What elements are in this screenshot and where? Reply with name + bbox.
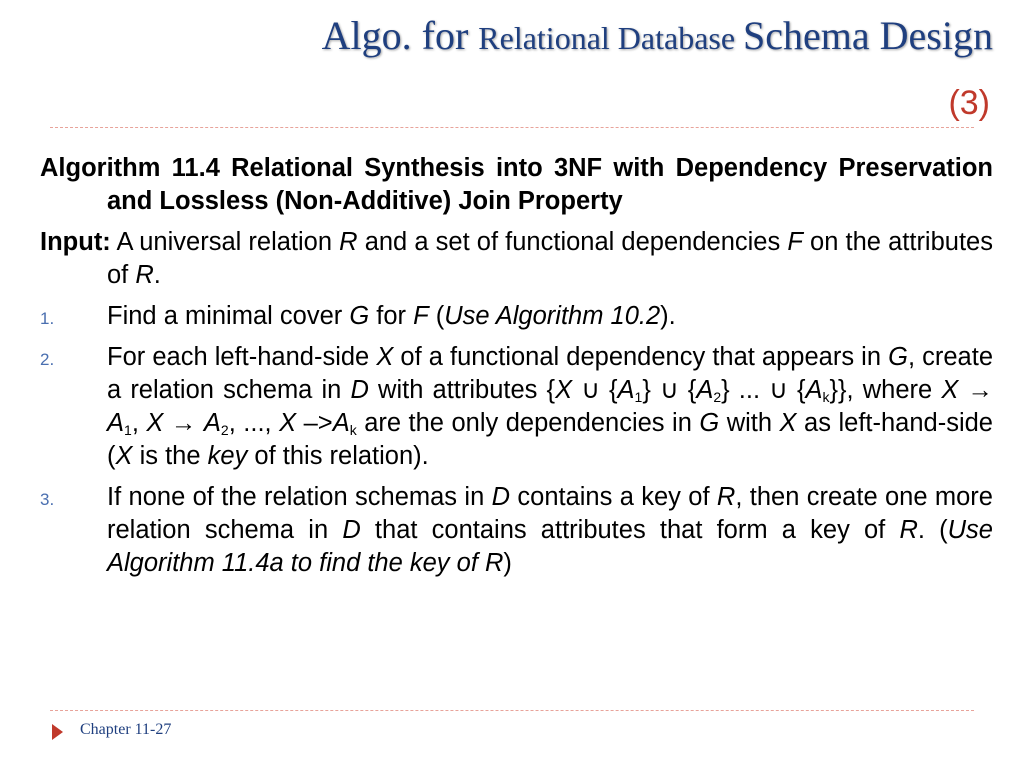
input-label: Input:	[40, 228, 111, 256]
text: are the only dependencies in	[356, 409, 700, 437]
text: of this relation).	[247, 442, 429, 470]
text: →	[163, 409, 204, 437]
algorithm-heading: Algorithm 11.4 Relational Synthesis into 3NF with Dependency Preservation and Lossless (Non-Additive) Join Property	[40, 154, 993, 215]
key-term: key	[207, 442, 248, 470]
var: X	[115, 442, 133, 470]
step-number: 2.	[40, 350, 55, 369]
var: X	[376, 343, 394, 371]
var: D	[342, 516, 361, 544]
bottom-divider	[50, 710, 974, 711]
var: R	[485, 549, 504, 577]
subscript: k	[822, 389, 830, 405]
algorithm-reference: Use Algorithm 11.4a to find the key of	[107, 516, 993, 577]
text: Find a minimal cover	[107, 302, 350, 330]
subscript: 2	[713, 389, 722, 405]
footer-chapter: Chapter 11-27	[80, 721, 172, 738]
text: as left-hand-side (	[107, 409, 993, 470]
slide-title	[322, 14, 993, 58]
var: D	[491, 483, 511, 511]
var: A	[203, 409, 221, 437]
var: F	[413, 302, 429, 330]
footer-arrow-icon	[52, 724, 63, 740]
text: )	[503, 549, 512, 577]
input-paragraph	[40, 226, 993, 292]
subscript: 2	[220, 422, 229, 438]
text: .	[153, 261, 161, 289]
var: F	[787, 228, 803, 256]
title-number: (3)	[948, 84, 990, 122]
text: →	[958, 376, 993, 404]
var: A	[696, 376, 714, 404]
var: R	[899, 516, 918, 544]
text: . (	[917, 516, 948, 544]
var: X	[555, 376, 573, 404]
text: , then create one more relation schema in	[107, 483, 993, 544]
text: } ... ∪ {	[721, 376, 806, 404]
text: and a set of functional dependencies	[357, 228, 788, 256]
text: that contains attributes that form a key of	[360, 516, 900, 544]
step-2	[40, 341, 993, 473]
text: on the attributes of	[107, 228, 993, 289]
text: with attributes {	[368, 376, 556, 404]
text: , ...,	[228, 409, 280, 437]
step-number: 3.	[40, 490, 55, 509]
var: X	[279, 409, 297, 437]
text: For each left-hand-side	[107, 343, 377, 371]
text: –>	[296, 409, 333, 437]
text: } ∪ {	[642, 376, 697, 404]
var: R	[135, 261, 154, 289]
var: R	[716, 483, 736, 511]
slide-body	[40, 152, 993, 580]
var: G	[888, 343, 908, 371]
var: X	[941, 376, 959, 404]
var: X	[779, 409, 797, 437]
var: X	[146, 409, 164, 437]
text: with	[719, 409, 780, 437]
text: ,	[131, 409, 147, 437]
subscript: 1	[124, 422, 132, 438]
step-number: 1.	[40, 309, 55, 328]
text: }}, where	[829, 376, 942, 404]
text: ∪ {	[572, 376, 618, 404]
text: , create a relation schema in	[107, 343, 993, 404]
algorithm-reference: Use Algorithm 10.2	[444, 302, 661, 330]
step-3	[40, 481, 993, 580]
var: D	[350, 376, 369, 404]
var: A	[332, 409, 350, 437]
subscript: k	[349, 422, 357, 438]
subscript: 1	[634, 389, 643, 405]
var: R	[339, 228, 358, 256]
var: A	[107, 409, 125, 437]
var: G	[699, 409, 720, 437]
top-divider	[50, 127, 974, 128]
text: of a functional dependency that appears in	[393, 343, 889, 371]
title-part-1: Algo. for	[321, 13, 479, 58]
text: ).	[660, 302, 676, 330]
text: is the	[132, 442, 208, 470]
title-part-2: Relational Database	[478, 20, 744, 56]
step-1	[40, 300, 993, 333]
var: G	[349, 302, 370, 330]
var: A	[805, 376, 823, 404]
var: A	[617, 376, 635, 404]
text: A universal relation	[110, 228, 340, 256]
text: (	[428, 302, 445, 330]
text: for	[369, 302, 414, 330]
text: contains a key of	[510, 483, 717, 511]
title-part-3: Schema Design	[743, 13, 993, 58]
text: If none of the relation schemas in	[107, 483, 492, 511]
